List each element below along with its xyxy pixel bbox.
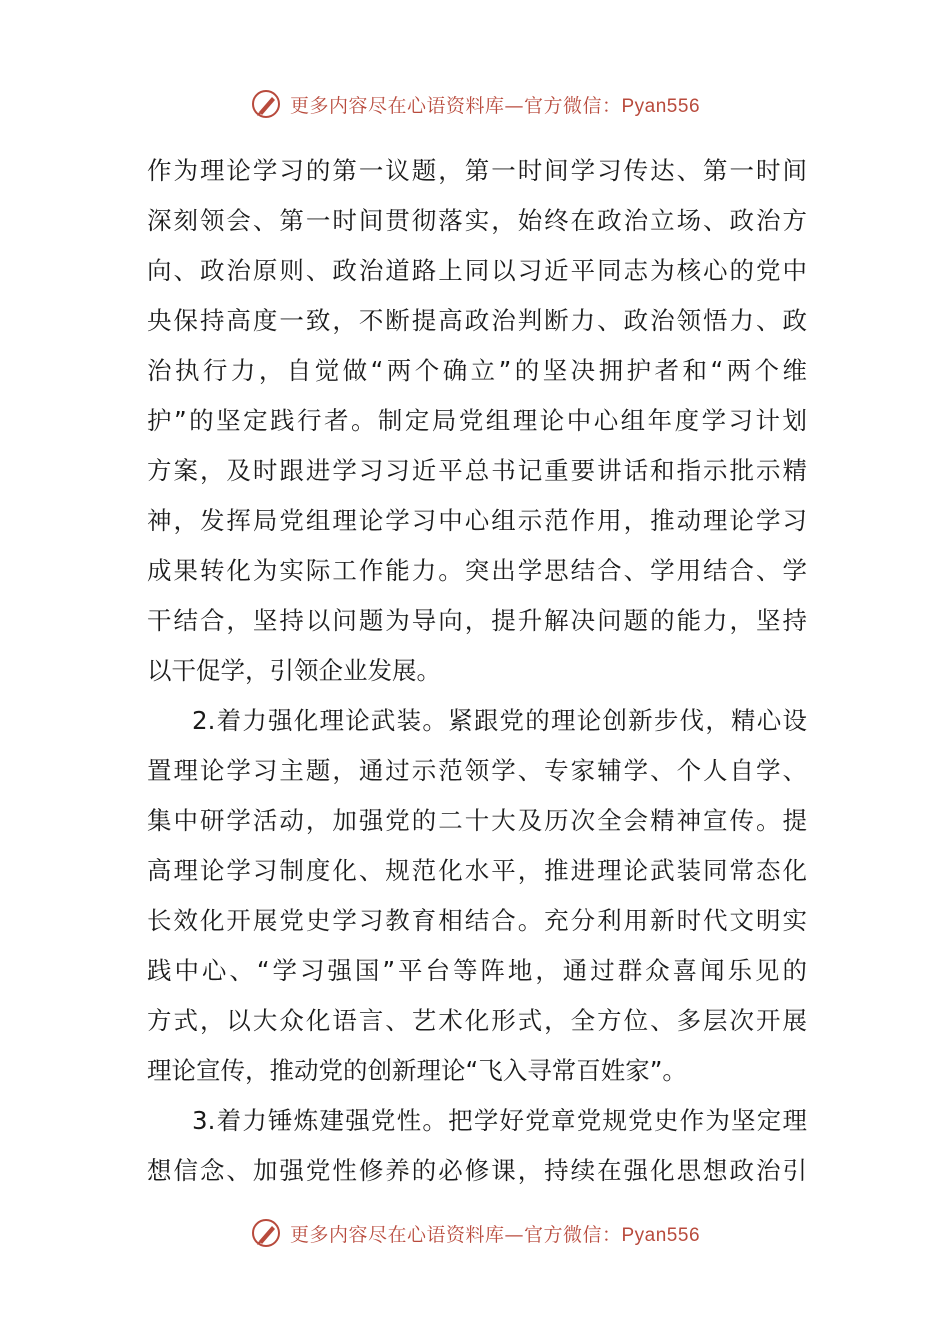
text-line: 2.着力强化理论武装。紧跟党的理论创新步伐，精心设 bbox=[192, 706, 807, 735]
text-line: 方式，以大众化语言、艺术化形式，全方位、多层次开展 bbox=[147, 1006, 807, 1035]
text-line: 方案，及时跟进学习习近平总书记重要讲话和指示批示精 bbox=[147, 456, 807, 485]
text-line: 干结合，坚持以问题为导向，提升解决问题的能力，坚持 bbox=[147, 606, 807, 635]
text-line: 高理论学习制度化、规范化水平，推进理论武装同常态化 bbox=[147, 856, 807, 885]
watermark-contact: 官方微信：Pyan556 bbox=[524, 95, 701, 117]
paragraph-3 bbox=[147, 1096, 807, 1196]
paragraph-1 bbox=[147, 146, 807, 696]
text-line: 成果转化为实际工作能力。突出学思结合、学用结合、学 bbox=[147, 556, 807, 585]
text-line: 践中心、“学习强国”平台等阵地，通过群众喜闻乐见的 bbox=[147, 956, 807, 985]
paragraph-2 bbox=[147, 696, 807, 1096]
watermark-contact: 官方微信：Pyan556 bbox=[524, 1224, 701, 1246]
pen-logo-icon bbox=[250, 88, 282, 120]
document-body bbox=[147, 146, 807, 1196]
text-line: 向、政治原则、政治道路上同以习近平同志为核心的党中 bbox=[147, 256, 807, 285]
text-line: 长效化开展党史学习教育相结合。充分利用新时代文明实 bbox=[147, 906, 807, 935]
text-line: 护”的坚定践行者。制定局党组理论中心组年度学习计划 bbox=[147, 406, 807, 435]
text-line: 央保持高度一致，不断提高政治判断力、政治领悟力、政 bbox=[147, 306, 807, 335]
watermark-dash: — bbox=[504, 94, 524, 117]
watermark-brand: 更多内容尽在心语资料库 bbox=[289, 94, 505, 117]
text-line: 治执行力，自觉做“两个确立”的坚决拥护者和“两个维 bbox=[147, 356, 807, 385]
text-line: 神，发挥局党组理论学习中心组示范作用，推动理论学习 bbox=[147, 506, 807, 535]
watermark-text bbox=[290, 1220, 700, 1247]
text-line: 想信念、加强党性修养的必修课，持续在强化思想政治引 bbox=[147, 1156, 807, 1185]
text-line: 深刻领会、第一时间贯彻落实，始终在政治立场、政治方 bbox=[147, 206, 807, 235]
footer-watermark bbox=[0, 1213, 950, 1253]
text-line: 集中研学活动，加强党的二十大及历次全会精神宣传。提 bbox=[147, 806, 807, 835]
text-line: 理论宣传，推动党的创新理论“飞入寻常百姓家”。 bbox=[147, 1056, 687, 1085]
text-line: 置理论学习主题，通过示范领学、专家辅学、个人自学、 bbox=[147, 756, 807, 785]
watermark-brand: 更多内容尽在心语资料库 bbox=[289, 1223, 505, 1246]
header-watermark bbox=[0, 84, 950, 124]
watermark-text bbox=[290, 91, 700, 118]
text-line: 3.着力锤炼建强党性。把学好党章党规党史作为坚定理 bbox=[192, 1106, 807, 1135]
pen-logo-icon bbox=[250, 1217, 282, 1249]
watermark-dash: — bbox=[504, 1223, 524, 1246]
text-line: 以干促学，引领企业发展。 bbox=[147, 656, 441, 685]
text-line: 作为理论学习的第一议题，第一时间学习传达、第一时间 bbox=[147, 156, 807, 185]
